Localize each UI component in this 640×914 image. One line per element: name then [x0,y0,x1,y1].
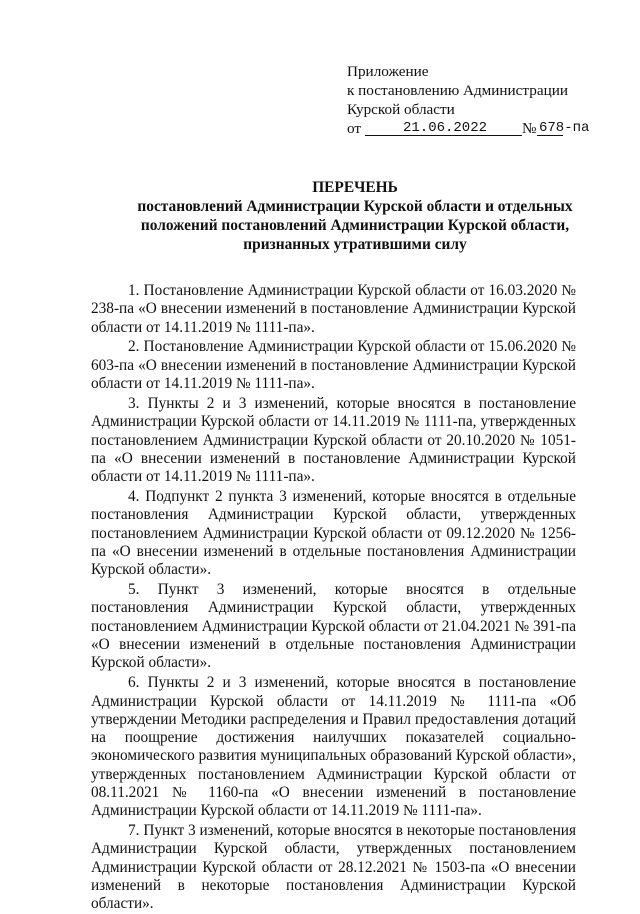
decree-date: 21.06.2022 [402,120,487,136]
subtitle-line: положений постановлений Администрации Курской области, [140,217,570,234]
document-title: ПЕРЕЧЕНЬ [312,179,398,196]
list-item: 6. Пункты 2 и 3 изменений, которые вносятся в постановление Администрации Курской области от 14.11.2019 № 1111-па «Об утверждении Методики распределения и Правил предоставления дотаций на поощрение достижения наилучших показателей социально-экономического развития муниципальных образований Курской области», утвержденных постановлением Администрации Курской области от 08.11.2021 № 1160-па «О внесении изменений в постановление Администрации Курской области от 14.11.2019 № 1111-па». [91,674,576,820]
number-underline [537,135,563,136]
number-sign: № [522,120,537,137]
document-body [91,282,576,914]
subtitle-line: постановлений Администрации Курской области и отдельных [137,198,573,215]
list-item: 2. Постановление Администрации Курской области от 15.06.2020 № 603-па «О внесении изменений в постановление Администрации Курской области от 14.11.2019 № 1111-па». [91,338,576,393]
list-item: 3. Пункты 2 и 3 изменений, которые вносятся в постановление Администрации Курской области от 14.11.2019 № 1111-па, утвержденных постановлением Администрации Курской области от 20.10.2020 № 1051-па «О внесении изменений в постановление Администрации Курской области от 14.11.2019 № 1111-па». [91,394,576,486]
document-subtitle [100,197,610,254]
list-item: 7. Пункт 3 изменений, которые вносятся в некоторые постановления Администрации Курской области, утвержденных постановлением Администрации Курской области от 28.12.2021 № 1503-па «О внесении изменений в некоторые постановления Администрации Курской области». [91,822,576,913]
appendix-date-line [347,119,597,138]
appendix-label: Приложение [347,63,429,80]
date-underline [365,135,522,136]
appendix-reference: к постановлению Администрации [347,82,568,99]
date-prefix: от [347,120,362,137]
list-item: 4. Подпункт 2 пункта 3 изменений, которые вносятся в отдельные постановления Администрации Курской области, утвержденных постановлением Администрации Курской области от 09.12.2020 № 1256-па «О внесении изменений в отдельные постановления Администрации Курской области». [91,488,576,579]
decree-number: 678-па [539,120,590,136]
subtitle-line: признанных утратившими силу [243,236,467,253]
list-item: 1. Постановление Администрации Курской области от 16.03.2020 № 238-па «О внесении изменений в постановление Администрации Курской области от 14.11.2019 № 1111-па». [91,282,576,336]
appendix-block [347,62,597,138]
appendix-region: Курской области [347,101,455,118]
list-item: 5. Пункт 3 изменений, которые вносятся в отдельные постановления Администрации Курской области, утвержденных постановлением Администрации Курской области от 21.04.2021 № 391-па «О внесении изменений в отдельные постановления Администрации Курской области». [91,581,576,672]
